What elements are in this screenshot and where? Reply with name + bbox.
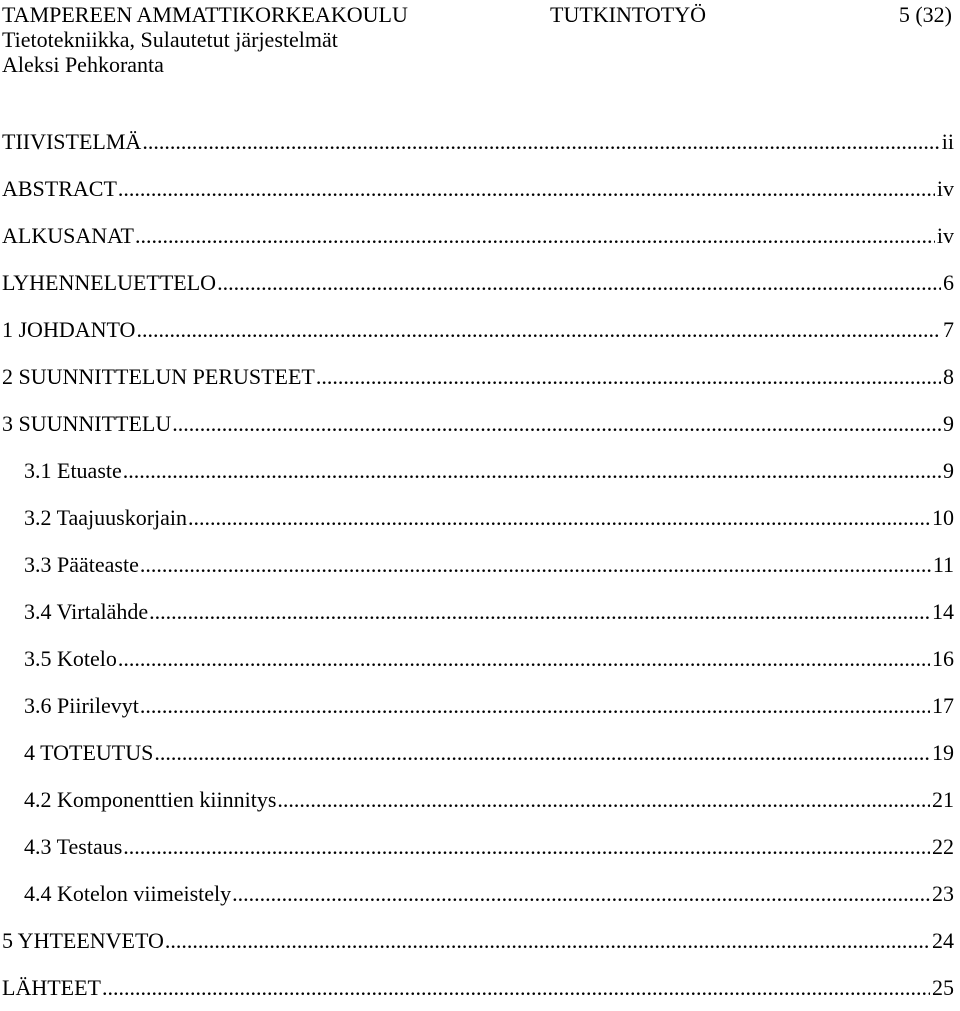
toc-entry[interactable]	[2, 400, 954, 447]
toc-entry-page: ii	[941, 129, 954, 154]
toc-entry-title: 3.6 Piirilevyt	[24, 693, 139, 718]
toc-entry-page: 17	[932, 693, 954, 718]
toc-entry[interactable]	[2, 870, 954, 917]
toc-entry-title: 5 YHTEENVETO	[2, 928, 164, 953]
toc-entry-page: 25	[932, 975, 954, 1000]
organization-name: TAMPEREEN AMMATTIKORKEAKOULU	[2, 2, 408, 27]
toc-entry[interactable]	[2, 306, 954, 353]
toc-entry[interactable]	[2, 259, 954, 306]
document-type: TUTKINTOTYÖ	[550, 2, 707, 27]
toc-entry-title: 3.3 Pääteaste	[24, 552, 139, 577]
toc-dot-leader	[217, 259, 941, 306]
toc-entry[interactable]	[2, 447, 954, 494]
toc-entry-title: 2 SUUNNITTELUN PERUSTEET	[2, 364, 315, 389]
toc-dot-leader	[172, 400, 941, 447]
toc-entry-page: 9	[943, 411, 954, 436]
toc-entry-page: 22	[932, 834, 954, 859]
toc-entry-page: 16	[932, 646, 954, 671]
toc-entry[interactable]	[2, 823, 954, 870]
toc-dot-leader	[140, 682, 930, 729]
toc-entry-title: 4.3 Testaus	[24, 834, 123, 859]
toc-dot-leader	[123, 823, 930, 870]
toc-entry-title: ALKUSANAT	[2, 223, 134, 248]
toc-dot-leader	[232, 870, 930, 917]
page-header	[2, 2, 952, 77]
table-of-contents	[2, 118, 954, 1011]
toc-entry-title: 3.2 Taajuuskorjain	[24, 505, 188, 530]
toc-dot-leader	[135, 212, 935, 259]
toc-entry-title: ABSTRACT	[2, 176, 117, 201]
toc-entry-page: 19	[932, 740, 954, 765]
toc-dot-leader	[154, 729, 930, 776]
toc-entry-page: 8	[943, 364, 954, 389]
toc-entry-title: LYHENNELUETTELO	[2, 270, 217, 295]
toc-entry-title: TIIVISTELMÄ	[2, 129, 142, 154]
toc-dot-leader	[118, 635, 930, 682]
toc-entry[interactable]	[2, 917, 954, 964]
toc-dot-leader	[149, 588, 930, 635]
toc-entry[interactable]	[2, 353, 954, 400]
header-line-2	[2, 27, 952, 52]
toc-entry-title: 3 SUUNNITTELU	[2, 411, 172, 436]
toc-entry[interactable]	[2, 165, 954, 212]
toc-entry[interactable]	[2, 588, 954, 635]
toc-entry[interactable]	[2, 776, 954, 823]
toc-dot-leader	[136, 306, 941, 353]
toc-entry[interactable]	[2, 682, 954, 729]
toc-dot-leader	[277, 776, 930, 823]
toc-dot-leader	[102, 964, 930, 1011]
toc-entry[interactable]	[2, 729, 954, 776]
toc-dot-leader	[165, 917, 930, 964]
toc-entry-page: iv	[936, 223, 954, 248]
toc-entry[interactable]	[2, 212, 954, 259]
toc-entry-page: 21	[932, 787, 954, 812]
toc-entry[interactable]	[2, 635, 954, 682]
toc-entry-title: LÄHTEET	[2, 975, 101, 1000]
toc-entry[interactable]	[2, 541, 954, 588]
toc-dot-leader	[188, 494, 930, 541]
toc-dot-leader	[123, 447, 941, 494]
toc-entry-page: 6	[943, 270, 954, 295]
toc-dot-leader	[140, 541, 931, 588]
toc-entry-title: 4.4 Kotelon viimeistely	[24, 881, 232, 906]
toc-dot-leader	[316, 353, 941, 400]
toc-entry-page: 9	[943, 458, 954, 483]
header-line-3	[2, 52, 952, 77]
toc-entry-title: 4.2 Komponenttien kiinnitys	[24, 787, 277, 812]
toc-entry-page: iv	[936, 176, 954, 201]
toc-dot-leader	[118, 165, 935, 212]
toc-entry-page: 11	[932, 552, 954, 577]
toc-entry-page: 14	[932, 599, 954, 624]
toc-entry-title: 1 JOHDANTO	[2, 317, 136, 342]
toc-entry-title: 3.1 Etuaste	[24, 458, 122, 483]
author-name: Aleksi Pehkoranta	[2, 52, 164, 77]
department-name: Tietotekniikka, Sulautetut järjestelmät	[2, 27, 338, 52]
header-line-1	[2, 2, 952, 27]
toc-entry[interactable]	[2, 118, 954, 165]
page-number: 5 (32)	[898, 2, 952, 27]
toc-entry-page: 7	[943, 317, 954, 342]
toc-entry-title: 4 TOTEUTUS	[24, 740, 154, 765]
toc-entry-title: 3.4 Virtalähde	[24, 599, 149, 624]
toc-entry[interactable]	[2, 494, 954, 541]
toc-entry-page: 10	[932, 505, 954, 530]
toc-entry-page: 23	[932, 881, 954, 906]
toc-entry-page: 24	[932, 928, 954, 953]
toc-entry[interactable]	[2, 964, 954, 1011]
toc-entry-title: 3.5 Kotelo	[24, 646, 117, 671]
toc-dot-leader	[142, 118, 939, 165]
